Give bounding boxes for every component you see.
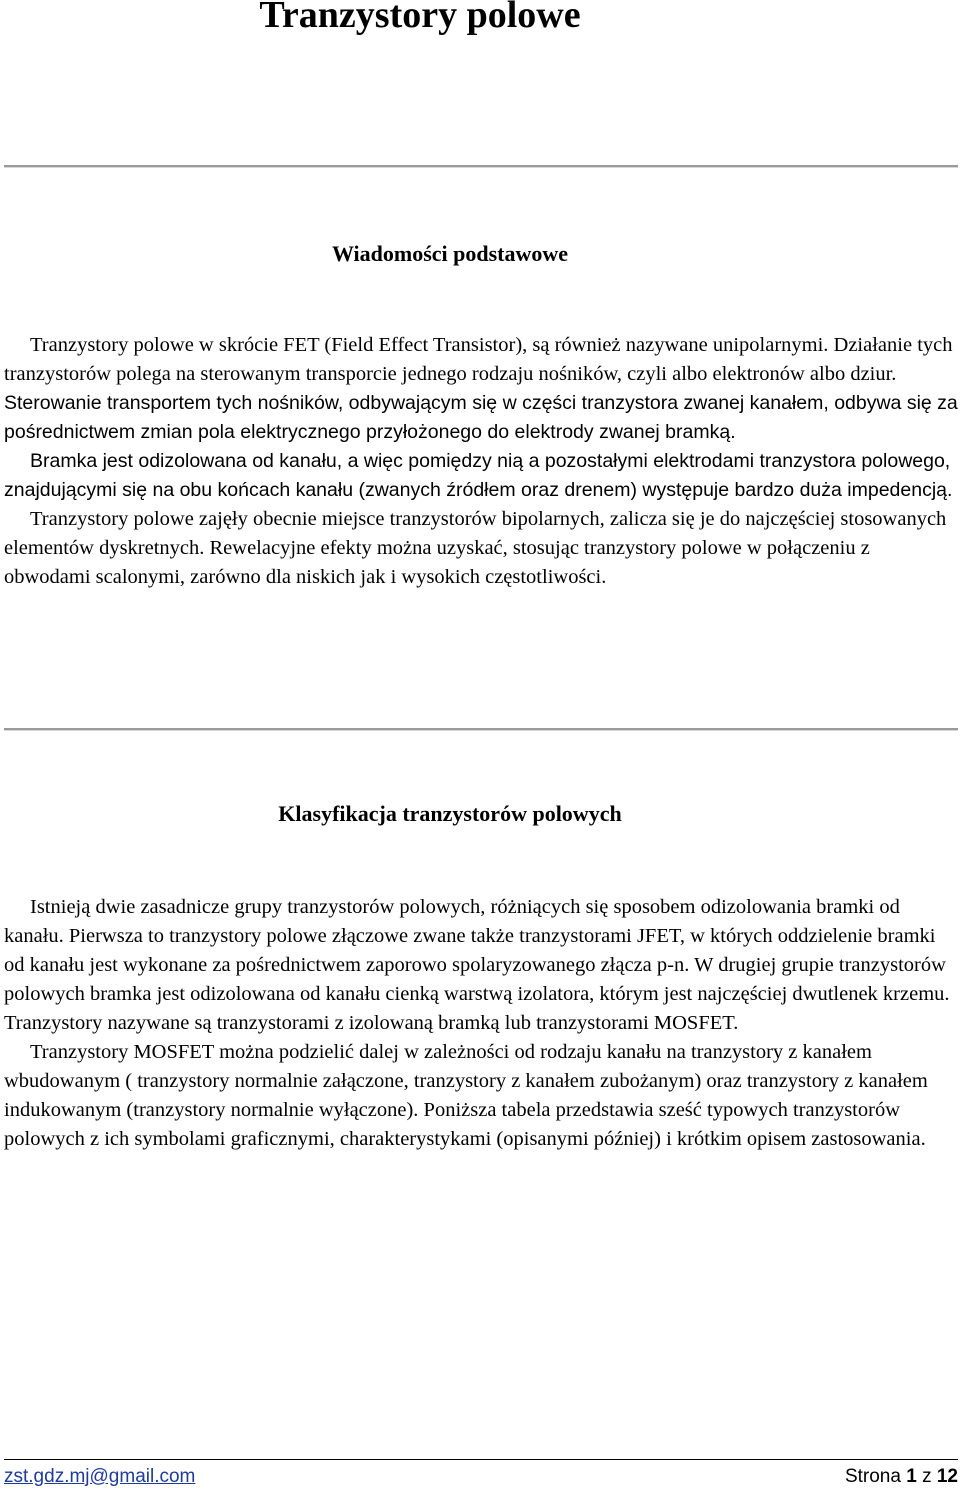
- page-title: Tranzystory polowe: [259, 0, 581, 36]
- page-footer: [4, 1463, 958, 1493]
- paragraph-gate-isolation: Bramka jest odizolowana od kanału, a więc pomiędzy nią a pozostałymi elektrodami tranzystora polowego, znajdującymi się na obu końcach kanału (zwanych źródłem oraz drenem) występuje bardzo duża impedencją.: [4, 450, 953, 501]
- horizontal-divider: [4, 728, 958, 731]
- section-heading-classification: Klasyfikacja tranzystorów polowych: [278, 801, 622, 826]
- paragraph-mosfet-types: Tranzystory MOSFET można podzielić dalej w zależności od rodzaju kanału na tranzystory z kanałem wbudowanym ( tranzystory normalnie załączone, tranzystory z kanałem zubożanym) oraz tranzystory z kanałem indukowanym (tranzystory normalnie wyłączone). Poniższa tabela przedstawia sześć typowych tranzystorów polowych z ich symbolami graficznymi, charakterystykami (opisanymi później) i krótkim opisem zastosowania.: [4, 1041, 928, 1150]
- footer-divider: [4, 1459, 958, 1460]
- page-prefix: Strona: [844, 1466, 901, 1487]
- section-body-basics: [4, 331, 958, 592]
- page-current: 1: [906, 1466, 917, 1487]
- page-sep: z: [922, 1466, 932, 1487]
- paragraph-intro-text: Tranzystory polowe w skrócie FET (Field Effect Transistor), są również nazywane unipolarnymi. Działanie tych tranzystorów polega na sterowanym transporcie jednego rodzaju nośników, czyli albo elektronów albo dziur.: [4, 334, 953, 385]
- paragraph-intro: [4, 331, 958, 447]
- paragraph-intro-sans-text: Sterowanie transportem tych nośników, odbywającym się w części tranzystora zwanej kanałem, odbywa się za pośrednictwem zmian pola elektrycznego przyłożonego do elektrody zwanej bramką.: [4, 392, 958, 443]
- section-body-classification: [4, 893, 958, 1154]
- section-heading-basics: Wiadomości podstawowe: [331, 241, 569, 266]
- paragraph-applications: Tranzystory polowe zajęły obecnie miejsce tranzystorów bipolarnych, zalicza się je do najczęściej stosowanych elementów dyskretnych. Rewelacyjne efekty można uzyskać, stosując tranzystory polowe w połączeniu z obwodami scalonymi, zarówno dla niskich jak i wysokich częstotliwości.: [4, 508, 947, 588]
- footer-email-link[interactable]: zst.gdz.mj@gmail.com: [4, 1466, 196, 1487]
- horizontal-divider: [4, 165, 958, 168]
- paragraph-groups: Istnieją dwie zasadnicze grupy tranzystorów polowych, różniących się sposobem odizolowania bramki od kanału. Pierwsza to tranzystory polowe złączowe zwane także tranzystorami JFET, w których oddzielenie bramki od kanału jest wykonane za pośrednictwem zaporowo spolaryzowanego złącza p-n. W drugiej grupie tranzystorów polowych bramka jest odizolowana od kanału cienką warstwą izolatora, którym jest najczęściej dwutlenek krzemu. Tranzystory nazywane są tranzystorami z izolowaną bramką lub tranzystorami MOSFET.: [4, 896, 950, 1034]
- page-total: 12: [936, 1466, 958, 1487]
- footer-page-number: [845, 1463, 958, 1491]
